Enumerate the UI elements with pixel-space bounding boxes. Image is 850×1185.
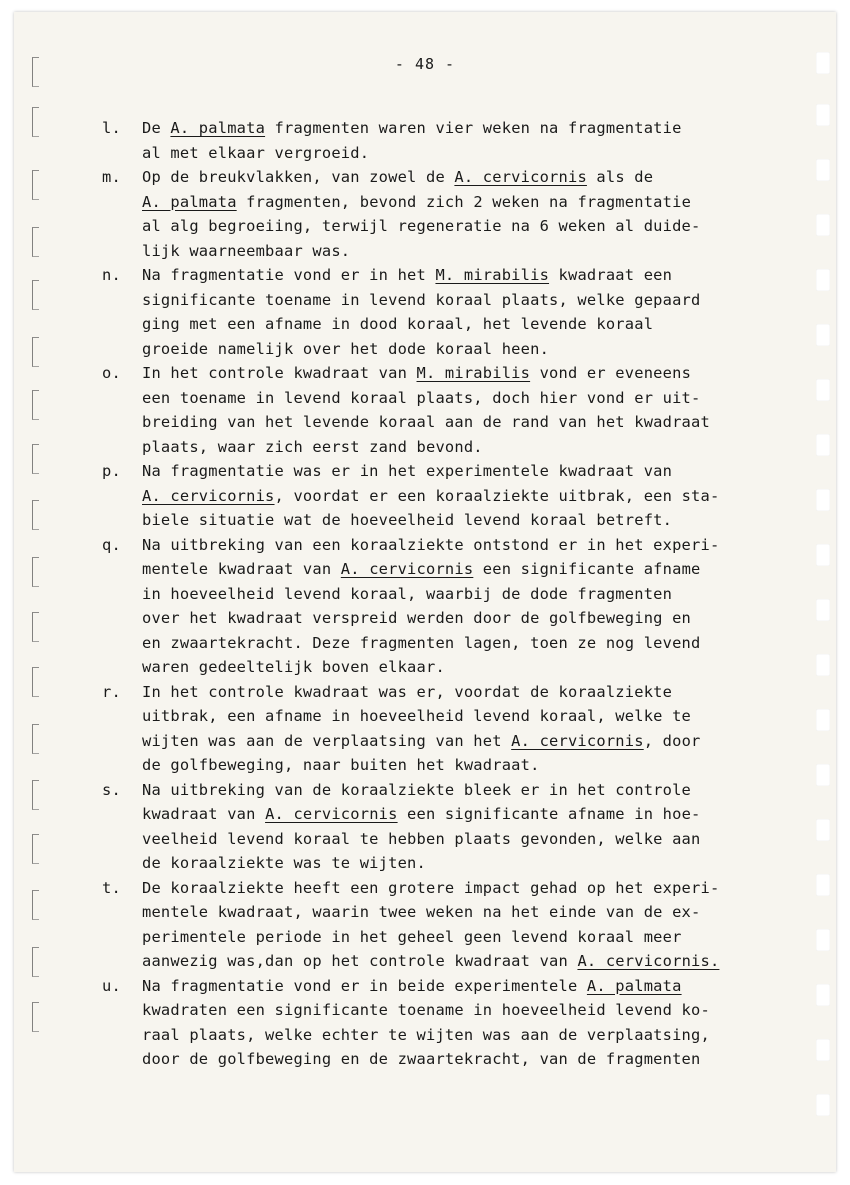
text-line <box>142 484 762 509</box>
text-line <box>142 312 762 337</box>
text-run: fragmenten, bevond zich 2 weken na fragmentatie <box>236 192 692 211</box>
list-item <box>102 778 762 876</box>
text-line <box>142 753 762 778</box>
text-run: In het controle kwadraat van <box>142 364 417 382</box>
list-marker: n. <box>102 266 121 284</box>
punch-hole <box>816 544 830 566</box>
binding-mark <box>32 170 39 200</box>
text-line <box>142 239 762 264</box>
list-item <box>102 263 762 361</box>
list-item-text <box>142 778 762 876</box>
list-item <box>102 165 762 263</box>
punch-hole <box>816 599 830 621</box>
text-line <box>142 337 762 362</box>
text-run: over het kwadraat verspreid werden door de golfbeweging en <box>142 609 692 627</box>
text-line <box>142 680 762 705</box>
list-marker: p. <box>102 462 121 480</box>
text-line <box>142 704 762 729</box>
text-run: lijk waarneembaar was. <box>142 241 351 260</box>
text-run: een significante afname in hoe- <box>397 805 701 823</box>
text-run: plaats, waar zich eerst zand bevond. <box>142 437 483 456</box>
binding-mark <box>32 947 39 977</box>
species-name: A. palmata <box>586 976 682 995</box>
list-marker: t. <box>102 878 121 897</box>
text-run: , voordat er een koraalziekte uitbrak, een sta- <box>274 486 720 505</box>
text-run: veelheid levend koraal te hebben plaats gevonden, welke aan <box>142 829 701 848</box>
list-item-text <box>142 263 762 361</box>
document-page <box>14 12 836 1172</box>
text-line <box>142 851 762 876</box>
text-run: Na fragmentatie vond er in beide experimentele <box>142 976 587 995</box>
text-run: kwadraat van <box>142 805 266 823</box>
text-run: biele situatie wat de hoeveelheid levend koraal betreft. <box>142 511 673 529</box>
list-item-text <box>142 361 762 459</box>
text-line <box>142 508 762 533</box>
binding-mark <box>32 1002 39 1032</box>
list-item <box>102 116 762 165</box>
species-name: M. mirabilis <box>435 266 550 284</box>
binding-mark <box>32 667 39 697</box>
text-line <box>142 263 762 288</box>
text-line <box>142 190 762 215</box>
text-line <box>142 435 762 460</box>
text-line <box>142 1023 762 1048</box>
species-name: A. cervicornis <box>511 731 644 750</box>
text-run: In het controle kwadraat was er, voordat de koraalziekte <box>142 682 673 701</box>
list-item <box>102 680 762 778</box>
species-name: A. palmata <box>142 192 237 211</box>
list-item-text <box>142 876 762 974</box>
punch-hole <box>816 104 830 126</box>
list-marker: o. <box>102 364 121 382</box>
binding-mark <box>32 107 39 137</box>
list-marker: r. <box>102 682 121 701</box>
text-run: wijten was aan de verplaatsing van het <box>142 731 512 750</box>
punch-hole <box>816 434 830 456</box>
species-name: A. cervicornis <box>340 560 474 578</box>
list-item-text <box>142 165 762 263</box>
text-run: al alg begroeiing, terwijl regeneratie na 6 weken al duide- <box>142 217 701 235</box>
text-run: uitbrak, een afname in hoeveelheid levend koraal, welke te <box>142 707 692 725</box>
list-item <box>102 361 762 459</box>
binding-mark <box>32 780 39 810</box>
list-item <box>102 459 762 533</box>
text-run: fragmenten waren vier weken na fragmentatie <box>265 119 682 137</box>
text-run: in hoeveelheid levend koraal, waarbij de dode fragmenten <box>142 584 673 603</box>
binding-mark <box>32 337 39 367</box>
text-run: mentele kwadraat van <box>142 560 341 578</box>
list-item-text <box>142 459 762 533</box>
punch-hole <box>816 159 830 181</box>
text-line <box>142 802 762 827</box>
text-run: de koraalziekte was te wijten. <box>142 854 426 872</box>
text-line <box>142 631 762 656</box>
punch-hole <box>816 709 830 731</box>
text-run: vond er eveneens <box>530 364 692 382</box>
text-line <box>142 557 762 582</box>
punch-hole <box>816 654 830 676</box>
text-run: , door <box>643 731 701 750</box>
text-line <box>142 533 762 558</box>
species-name: A. cervicornis <box>142 486 275 505</box>
binding-mark <box>32 444 39 474</box>
text-line <box>142 827 762 852</box>
text-run: en zwaartekracht. Deze fragmenten lagen, toen ze nog levend <box>142 633 701 652</box>
text-run: de golfbeweging, naar buiten het kwadraat. <box>142 756 540 774</box>
text-line <box>142 925 762 950</box>
text-line <box>142 998 762 1023</box>
text-run: al met elkaar vergroeid. <box>142 143 370 162</box>
list-marker: m. <box>102 168 121 186</box>
text-line <box>142 116 762 141</box>
punch-hole <box>816 819 830 841</box>
list-marker: s. <box>102 780 121 799</box>
text-line <box>142 214 762 239</box>
binding-mark <box>32 280 39 310</box>
text-line <box>142 655 762 680</box>
punch-hole <box>816 324 830 346</box>
text-run: een significante afname <box>473 560 701 578</box>
punch-hole <box>816 489 830 511</box>
text-line <box>142 876 762 901</box>
binding-mark <box>32 390 39 420</box>
species-name: A. cervicornis <box>454 168 587 186</box>
species-name: M. mirabilis <box>416 364 531 382</box>
text-line <box>142 729 762 754</box>
punch-hole <box>816 1039 830 1061</box>
text-line <box>142 582 762 607</box>
punch-hole <box>816 984 830 1006</box>
species-name: A. cervicornis <box>265 805 398 823</box>
text-line <box>142 459 762 484</box>
list-item-text <box>142 116 762 165</box>
text-line <box>142 900 762 925</box>
text-run: breiding van het levende koraal aan de rand van het kwadraat <box>142 413 710 431</box>
text-run: De <box>142 119 171 137</box>
text-run: groeide namelijk over het dode koraal heen. <box>142 339 550 358</box>
punch-hole <box>816 214 830 236</box>
list-item-text <box>142 680 762 778</box>
text-line <box>142 1047 762 1072</box>
list-marker: l. <box>102 119 121 137</box>
punch-hole <box>816 874 830 896</box>
species-name: A. cervicornis. <box>577 952 720 970</box>
text-line <box>142 778 762 803</box>
punch-hole <box>816 929 830 951</box>
list-marker: u. <box>102 976 121 995</box>
punch-hole <box>816 269 830 291</box>
text-run: ging met een afname in dood koraal, het levende koraal <box>142 315 654 333</box>
species-name: A. palmata <box>170 119 266 137</box>
text-run: een toename in levend koraal plaats, doch hier vond er uit- <box>142 388 701 407</box>
text-run: Op de breukvlakken, van zowel de <box>142 168 455 186</box>
text-run: De koraalziekte heeft een grotere impact gehad op het experi- <box>142 878 720 897</box>
text-run: Na fragmentatie was er in het experimentele kwadraat van <box>142 462 673 480</box>
text-line <box>142 606 762 631</box>
punch-hole <box>816 1094 830 1116</box>
text-run: raal plaats, welke echter te wijten was aan de verplaatsing, <box>142 1025 710 1044</box>
list-marker: q. <box>102 535 121 554</box>
text-line <box>142 361 762 386</box>
text-run: Na uitbreking van de koraalziekte bleek er in het controle <box>142 780 692 799</box>
punch-hole <box>816 764 830 786</box>
text-line <box>142 288 762 313</box>
text-line <box>142 386 762 411</box>
text-line <box>142 949 762 974</box>
text-run: Na fragmentatie vond er in het <box>142 266 436 284</box>
text-line <box>142 974 762 999</box>
list-item <box>102 876 762 974</box>
text-line <box>142 410 762 435</box>
binding-mark <box>32 890 39 920</box>
binding-mark <box>32 227 39 257</box>
text-run: significante toename in levend koraal plaats, welke gepaard <box>142 290 701 309</box>
text-run: aanwezig was,dan op het controle kwadraat van <box>142 952 578 970</box>
text-run: Na uitbreking van een koraalziekte ontstond er in het experi- <box>142 535 720 554</box>
list-item-text <box>142 974 762 1072</box>
text-line <box>142 141 762 166</box>
list-item-text <box>142 533 762 680</box>
binding-mark <box>32 724 39 754</box>
body-text <box>102 116 762 1072</box>
text-run: perimentele periode in het geheel geen levend koraal meer <box>142 927 682 946</box>
binding-mark <box>32 834 39 864</box>
text-run: kwadraten een significante toename in hoeveelheid levend ko- <box>142 1001 710 1019</box>
text-run: mentele kwadraat, waarin twee weken na het einde van de ex- <box>142 903 701 921</box>
list-item <box>102 533 762 680</box>
binding-mark <box>32 500 39 530</box>
binding-mark <box>32 612 39 642</box>
text-run: door de golfbeweging en de zwaartekracht, van de fragmenten <box>142 1050 701 1068</box>
page-number: - 48 - <box>394 55 456 73</box>
binding-mark <box>32 557 39 587</box>
punch-hole <box>816 379 830 401</box>
text-run: kwadraat een <box>549 266 673 284</box>
text-run: waren gedeeltelijk boven elkaar. <box>142 658 445 676</box>
text-run: als de <box>586 168 654 186</box>
list-item <box>102 974 762 1072</box>
text-line <box>142 165 762 190</box>
